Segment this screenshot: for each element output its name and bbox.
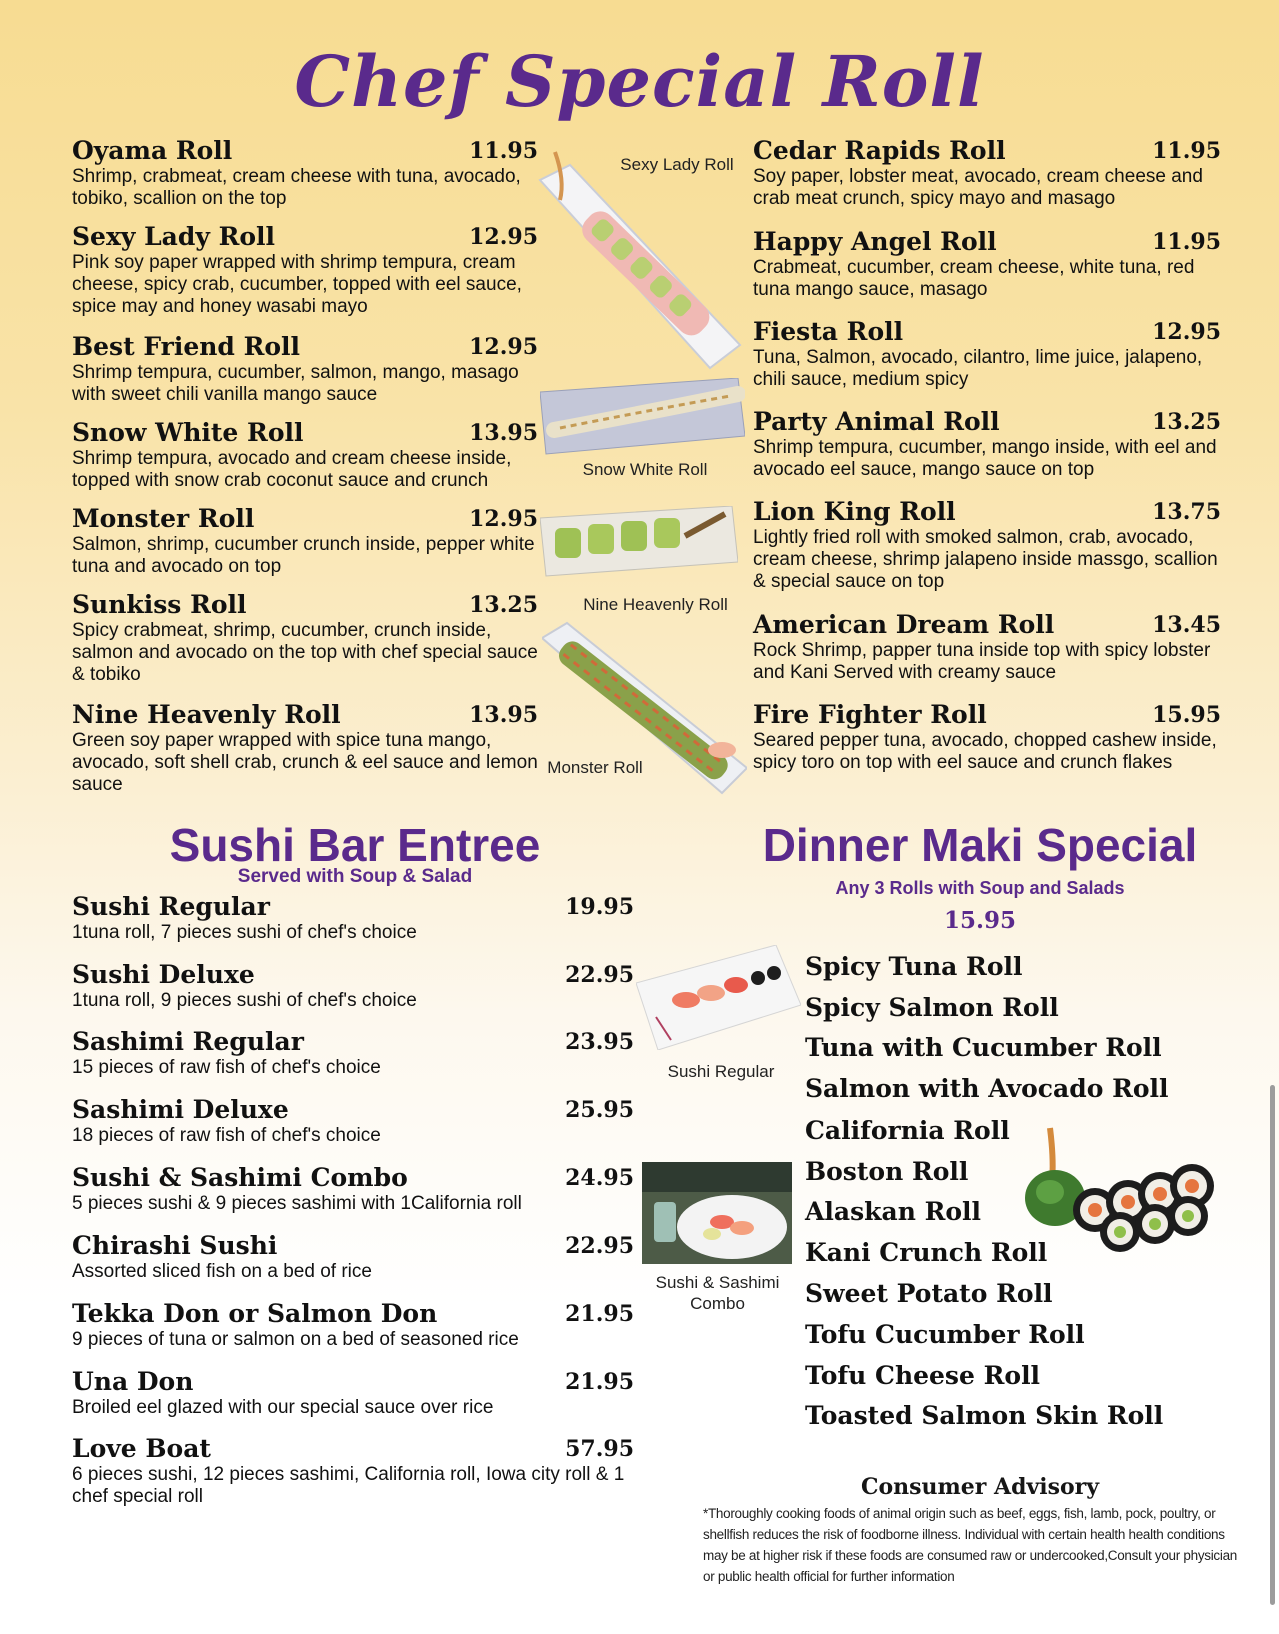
item-description: Broiled eel glazed with our special sauce over rice bbox=[72, 1397, 494, 1418]
item-description: 5 pieces sushi & 9 pieces sashimi with 1California roll bbox=[72, 1193, 522, 1214]
menu-item bbox=[72, 333, 542, 406]
item-description: 9 pieces of tuna or salmon on a bed of seasoned rice bbox=[72, 1329, 519, 1350]
photo-caption: Monster Roll bbox=[547, 758, 643, 777]
item-price: 12.95 bbox=[469, 506, 538, 532]
item-name: Sashimi Regular bbox=[72, 1027, 304, 1056]
item-name: Love Boat bbox=[72, 1434, 211, 1463]
menu-item bbox=[72, 701, 542, 796]
item-description: Shrimp tempura, cucumber, salmon, mango, masago with sweet chili vanilla mango sauce bbox=[72, 362, 519, 405]
item-name: Oyama Roll bbox=[72, 136, 233, 165]
item-description: 18 pieces of raw fish of chef's choice bbox=[72, 1125, 381, 1146]
item-description: Lightly fried roll with smoked salmon, crab, avocado, cream cheese, shrimp jalapeno inside massgo, scallion & special sauce on top bbox=[753, 527, 1218, 592]
menu-item bbox=[72, 1300, 637, 1351]
item-description: Seared pepper tuna, avocado, chopped cashew inside, spicy toro on top with eel sauce and crunch flakes bbox=[753, 730, 1217, 773]
item-name: Monster Roll bbox=[72, 504, 255, 533]
item-price: 11.95 bbox=[1152, 138, 1221, 164]
scrollbar[interactable] bbox=[1270, 1085, 1275, 1605]
entree-heading: Sushi Bar Entree bbox=[169, 819, 541, 871]
maki-item: Kani Crunch Roll bbox=[805, 1238, 1048, 1267]
item-name: Chirashi Sushi bbox=[72, 1231, 278, 1260]
item-price: 13.45 bbox=[1152, 612, 1221, 638]
maki-item: California Roll bbox=[805, 1116, 1010, 1145]
item-description: Shrimp tempura, avocado and cream cheese inside, topped with snow crab coconut sauce and crunch bbox=[72, 448, 512, 491]
item-price: 21.95 bbox=[565, 1369, 634, 1395]
item-name: Cedar Rapids Roll bbox=[753, 136, 1006, 165]
item-price: 13.95 bbox=[469, 702, 538, 728]
maki-item: Spicy Tuna Roll bbox=[805, 952, 1023, 981]
item-description: Green soy paper wrapped with spice tuna mango, avocado, soft shell crab, crunch & eel sauce and lemon sauce bbox=[72, 730, 538, 795]
menu-item bbox=[753, 318, 1221, 391]
maki-heading: Dinner Maki Special bbox=[762, 819, 1198, 871]
item-price: 11.95 bbox=[469, 138, 538, 164]
item-description: Salmon, shrimp, cucumber crunch inside, pepper white tuna and avocado on top bbox=[72, 534, 535, 577]
menu-item bbox=[72, 893, 637, 944]
photo-caption: Snow White Roll bbox=[582, 460, 708, 479]
item-price: 21.95 bbox=[565, 1301, 634, 1327]
maki-item: Salmon with Avocado Roll bbox=[805, 1074, 1169, 1103]
item-description: Assorted sliced fish on a bed of rice bbox=[72, 1261, 372, 1282]
item-price: 13.95 bbox=[469, 420, 538, 446]
snow-white-roll-photo bbox=[540, 378, 745, 460]
photo-caption: Sushi Regular bbox=[667, 1062, 775, 1081]
maki-subheading: Any 3 Rolls with Soup and Salads bbox=[835, 878, 1125, 898]
sexy-lady-roll-photo bbox=[535, 140, 750, 375]
item-name: Best Friend Roll bbox=[72, 332, 301, 361]
entree-subheading: Served with Soup & Salad bbox=[237, 866, 473, 887]
sushi-sashimi-combo-photo bbox=[642, 1162, 792, 1264]
item-name: Sushi Deluxe bbox=[72, 960, 255, 989]
menu-item bbox=[72, 137, 542, 210]
item-name: Sushi & Sashimi Combo bbox=[72, 1163, 408, 1192]
item-price: 12.95 bbox=[469, 334, 538, 360]
page-title: Chef Special Roll bbox=[294, 40, 985, 123]
item-description: Spicy crabmeat, shrimp, cucumber, crunch inside, salmon and avocado on the top with chef special sauce & tobiko bbox=[72, 620, 538, 685]
menu-item bbox=[753, 228, 1221, 301]
item-name: Sashimi Deluxe bbox=[72, 1095, 289, 1124]
maki-item: Toasted Salmon Skin Roll bbox=[805, 1401, 1164, 1430]
item-name: Snow White Roll bbox=[72, 418, 304, 447]
item-description: 1tuna roll, 9 pieces sushi of chef's choice bbox=[72, 990, 417, 1011]
menu-item bbox=[72, 961, 637, 1012]
item-description: 15 pieces of raw fish of chef's choice bbox=[72, 1057, 381, 1078]
maki-item: Tofu Cheese Roll bbox=[805, 1361, 1041, 1390]
item-price: 24.95 bbox=[565, 1165, 634, 1191]
advisory-text: *Thoroughly cooking foods of animal origin such as beef, eggs, fish, lamb, pock, poultry, or shellfish reduces the risk of foodborne illness. Individual with certain health health conditions may be at higher risk if these foods are consumed raw or undercooked,Consult your physician or public health official for further information bbox=[703, 1506, 1237, 1584]
menu-item bbox=[753, 498, 1221, 593]
item-name: Tekka Don or Salmon Don bbox=[72, 1299, 438, 1328]
item-description: 1tuna roll, 7 pieces sushi of chef's choice bbox=[72, 922, 417, 943]
item-name: Fiesta Roll bbox=[753, 317, 904, 346]
item-name: American Dream Roll bbox=[753, 610, 1055, 639]
item-price: 12.95 bbox=[1152, 319, 1221, 345]
item-price: 19.95 bbox=[565, 894, 634, 920]
item-description: Pink soy paper wrapped with shrimp tempura, cream cheese, spicy crab, cucumber, topped with eel sauce, spice may and honey wasabi mayo bbox=[72, 252, 522, 317]
item-name: Una Don bbox=[72, 1367, 194, 1396]
maki-item: Tofu Cucumber Roll bbox=[805, 1320, 1085, 1349]
item-name: Fire Fighter Roll bbox=[753, 700, 987, 729]
menu-item bbox=[72, 505, 542, 578]
photo-caption: Sushi & Sashimi Combo bbox=[655, 1273, 780, 1313]
item-description: Shrimp, crabmeat, cream cheese with tuna, avocado, tobiko, scallion on the top bbox=[72, 166, 521, 209]
menu-item bbox=[72, 1028, 637, 1079]
maki-item: Sweet Potato Roll bbox=[805, 1279, 1053, 1308]
item-price: 12.95 bbox=[469, 224, 538, 250]
advisory-title: Consumer Advisory bbox=[860, 1474, 1100, 1500]
item-price: 13.25 bbox=[469, 592, 538, 618]
photo-caption: Nine Heavenly Roll bbox=[583, 595, 728, 614]
item-description: Shrimp tempura, cucumber, mango inside, with eel and avocado eel sauce, mango sauce on top bbox=[753, 437, 1217, 480]
item-price: 57.95 bbox=[565, 1436, 634, 1462]
item-name: Party Animal Roll bbox=[753, 407, 1000, 436]
item-name: Sushi Regular bbox=[72, 892, 270, 921]
item-name: Happy Angel Roll bbox=[753, 227, 997, 256]
item-description: 6 pieces sushi, 12 pieces sashimi, California roll, Iowa city roll & 1 chef special roll bbox=[72, 1464, 625, 1507]
sushi-regular-photo bbox=[636, 945, 801, 1050]
maki-rolls-photo bbox=[1020, 1120, 1220, 1255]
item-name: Nine Heavenly Roll bbox=[72, 700, 341, 729]
menu-item bbox=[753, 701, 1221, 774]
item-price: 22.95 bbox=[565, 1233, 634, 1259]
item-name: Sexy Lady Roll bbox=[72, 222, 276, 251]
item-price: 25.95 bbox=[565, 1097, 634, 1123]
menu-item bbox=[753, 611, 1221, 684]
item-name: Sunkiss Roll bbox=[72, 590, 247, 619]
maki-item: Tuna with Cucumber Roll bbox=[805, 1033, 1162, 1062]
item-price: 23.95 bbox=[565, 1029, 634, 1055]
menu-item bbox=[753, 408, 1221, 481]
maki-item: Alaskan Roll bbox=[805, 1197, 982, 1226]
menu-item bbox=[72, 1232, 637, 1283]
menu-item bbox=[72, 1164, 637, 1215]
maki-item: Boston Roll bbox=[805, 1157, 969, 1186]
maki-price: 15.95 bbox=[943, 907, 1017, 934]
item-price: 22.95 bbox=[565, 962, 634, 988]
nine-heavenly-roll-photo bbox=[540, 506, 738, 578]
maki-item: Spicy Salmon Roll bbox=[805, 993, 1059, 1022]
menu-item bbox=[72, 1435, 637, 1508]
item-price: 15.95 bbox=[1152, 702, 1221, 728]
item-description: Crabmeat, cucumber, cream cheese, white tuna, red tuna mango sauce, masago bbox=[753, 257, 1195, 300]
menu-item bbox=[72, 419, 542, 492]
menu-item bbox=[72, 1368, 637, 1419]
item-price: 13.75 bbox=[1152, 499, 1221, 525]
menu-item bbox=[72, 591, 542, 686]
menu-item bbox=[72, 1096, 637, 1147]
item-name: Lion King Roll bbox=[753, 497, 956, 526]
item-description: Tuna, Salmon, avocado, cilantro, lime juice, jalapeno, chili sauce, medium spicy bbox=[753, 347, 1203, 390]
menu-item bbox=[753, 137, 1221, 210]
photo-caption: Sexy Lady Roll bbox=[620, 155, 734, 174]
item-description: Rock Shrimp, papper tuna inside top with spicy lobster and Kani Served with creamy sauce bbox=[753, 640, 1211, 683]
menu-item bbox=[72, 223, 542, 318]
item-price: 11.95 bbox=[1152, 229, 1221, 255]
item-price: 13.25 bbox=[1152, 409, 1221, 435]
item-description: Soy paper, lobster meat, avocado, cream cheese and crab meat crunch, spicy mayo and masago bbox=[753, 166, 1203, 209]
